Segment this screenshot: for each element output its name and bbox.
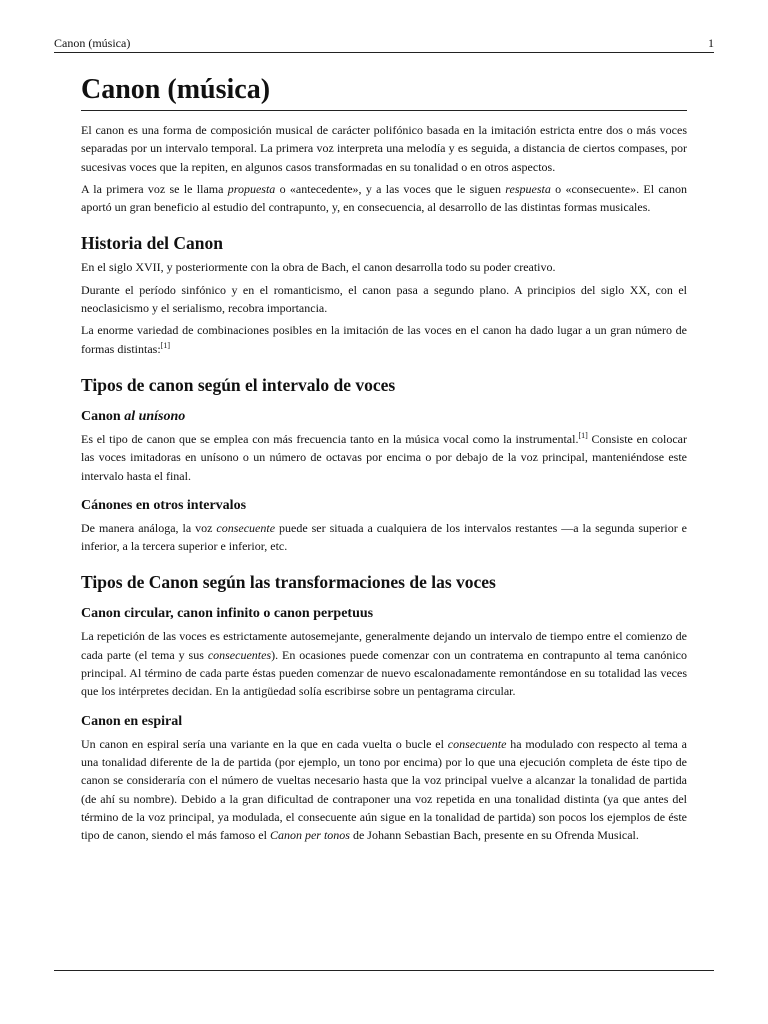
text-run: o «antecedente», y a las voces que le siguen (275, 181, 506, 196)
subsection-heading-unisono (81, 408, 687, 426)
page-number: 1 (708, 36, 714, 50)
text-run: Canon (81, 408, 125, 424)
article-body (81, 72, 687, 848)
circular-paragraph (81, 627, 687, 700)
term-consecuentes: consecuentes (207, 647, 272, 662)
section-heading-historia: Historia del Canon (81, 233, 223, 254)
heading-emphasis: al unísono (124, 408, 186, 424)
subsection-heading-otros-intervalos: Cánones en otros intervalos (81, 497, 247, 513)
intro-paragraph-2 (81, 180, 687, 217)
text-run: puede ser situada a cualquiera de los intervalos restantes —a la segunda superior e inferior, a la tercera superior e inferior, etc. (81, 520, 687, 554)
subsection-heading-espiral: Canon en espiral (81, 713, 183, 729)
text-run: A la primera voz se le llama (81, 181, 228, 196)
intro-paragraph-1: El canon es una forma de composición musical de carácter polifónico basada en la imitación estricta entre dos o más voces separadas por un intervalo temporal. La primera voz interpreta una melodía y es seguida, a distancia de ciertos compases, por sucesivas voces que la repiten, en algunos casos transformadas en su tonalidad o en otros aspectos. (81, 123, 687, 174)
historia-paragraph-3 (81, 321, 687, 358)
term-consecuente: consecuente (216, 520, 276, 535)
footer-rule (54, 970, 714, 971)
text-run: ). En ocasiones puede comenzar con un contratema en contrapunto al tema canónico principal. Al término de cada parte éstas pueden comenzar de nuevo escalonadamente remontándose en su totalidad las veces que los intérpretes decidan. En la antigüedad solía escribirse sobre un pentagrama circular. (81, 647, 687, 699)
otros-intervalos-paragraph (81, 519, 687, 556)
text-run: De manera análoga, la voz (81, 520, 217, 535)
term-consecuente: consecuente (447, 736, 507, 751)
section-heading-tipos-transformaciones: Tipos de Canon según las transformaciones de las voces (81, 572, 496, 593)
work-title: Canon per tonos (269, 828, 350, 843)
running-header-title: Canon (música) (54, 36, 131, 50)
text-run: Es el tipo de canon que se emplea con más frecuencia tanto en la música vocal como la instrumental. (81, 431, 579, 446)
subsection-heading-circular: Canon circular, canon infinito o canon perpetuus (81, 606, 374, 622)
espiral-paragraph (81, 735, 687, 845)
reference-link[interactable]: [1] (160, 340, 170, 350)
historia-paragraph-2: Durante el período sinfónico y en el romanticismo, el canon pasa a segundo plano. A principios del siglo XX, con el neoclasicismo y el serialismo, recobra importancia. (81, 282, 687, 316)
text-run: de Johann Sebastian Bach, presente en su Ofrenda Musical. (349, 828, 639, 843)
section-heading-tipos-intervalo: Tipos de canon según el intervalo de voces (81, 374, 396, 395)
term-respuesta: respuesta (505, 181, 551, 196)
text-run: La repetición de las voces es estrictamente autosemejante, generalmente dejando un intervalo de tiempo entre el comienzo de cada parte (el tema y sus (81, 629, 687, 662)
historia-paragraph-1: En el siglo XVII, y posteriormente con la obra de Bach, el canon desarrolla todo su poder creativo. (81, 260, 556, 275)
text-run: Un canon en espiral sería una variante en la que en cada vuelta o bucle el (81, 736, 448, 751)
term-propuesta: propuesta (227, 181, 276, 196)
text-run: Consiste en colocar las voces imitadoras en unísono o un número de octavas por encima o por debajo de la voz principal, manteniéndose este intervalo hasta el final. (81, 431, 687, 483)
reference-link[interactable]: [1] (578, 430, 588, 440)
unisono-paragraph (81, 430, 687, 485)
text-run: La enorme variedad de combinaciones posibles en la imitación de las voces en el canon ha dado lugar a un gran número de formas distintas: (81, 323, 687, 356)
text-run: ha modulado con respecto al tema a una tonalidad diferente de la de partida (por ejemplo, un tono por encima) por lo que una ejecución completa de éste tipo de canon se consideraría con el número de vueltas necesario hasta que la voz principal vuelve a alcanzar la tonalidad de partida (de ahí su nombre). Debido a la gran dificultad de contraponer una voz repetida en una tonalidad distinta (ya que antes del término de la voz principal, ya modulada, el consecuente aún sigue en la tonalidad de partida) son pocos los ejemplos de éste tipo de canon, siendo el más famoso el (81, 736, 687, 843)
running-header (54, 36, 714, 53)
text-run: o «consecuente». El canon aportó un gran beneficio al estudio del contrapunto, y, en consecuencia, al desarrollo de las distintas formas musicales. (81, 181, 688, 215)
page-title: Canon (música) (81, 72, 687, 111)
